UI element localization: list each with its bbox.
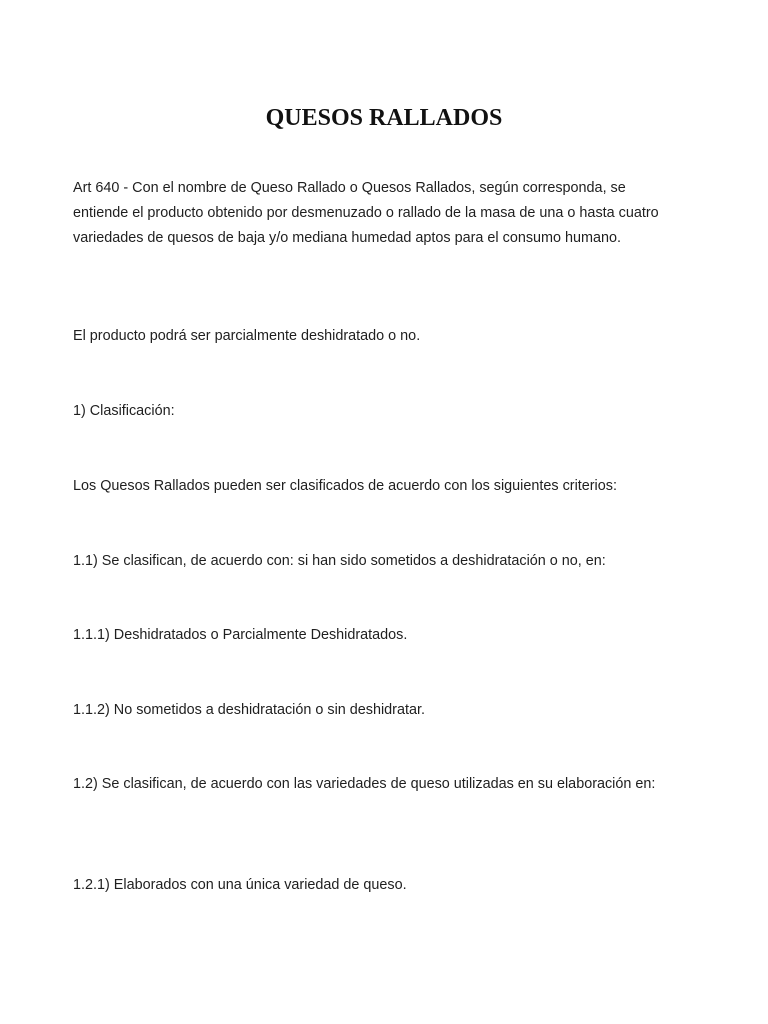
paragraph-1-1: 1.1) Se clasifican, de acuerdo con: si han sido sometidos a deshidratación o no, en: [73,553,606,569]
paragraph-1-2: 1.2) Se clasifican, de acuerdo con las variedades de queso utilizadas en su elaboración en: [73,776,656,792]
paragraph-1-1-1: 1.1.1) Deshidratados o Parcialmente Deshidratados. [73,627,408,643]
document-title: QUESOS RALLADOS [265,105,503,131]
paragraph-1-1-2: 1.1.2) No sometidos a deshidratación o sin deshidratar. [73,702,425,718]
paragraph-1-2-1: 1.2.1) Elaborados con una única variedad de queso. [73,877,407,893]
heading-clasificacion: 1) Clasificación: [73,403,175,419]
paragraph-deshidratado: El producto podrá ser parcialmente deshidratado o no. [73,328,421,344]
paragraph-art-640: Art 640 - Con el nombre de Queso Rallado o Quesos Rallados, según corresponda, se entiende el producto obtenido por desmenuzado o rallado de la masa de una o hasta cuatro variedades de quesos de baja y/o mediana humedad aptos para el consumo humano. [73,180,659,246]
paragraph-criterios: Los Quesos Rallados pueden ser clasificados de acuerdo con los siguientes criterios: [73,478,617,494]
